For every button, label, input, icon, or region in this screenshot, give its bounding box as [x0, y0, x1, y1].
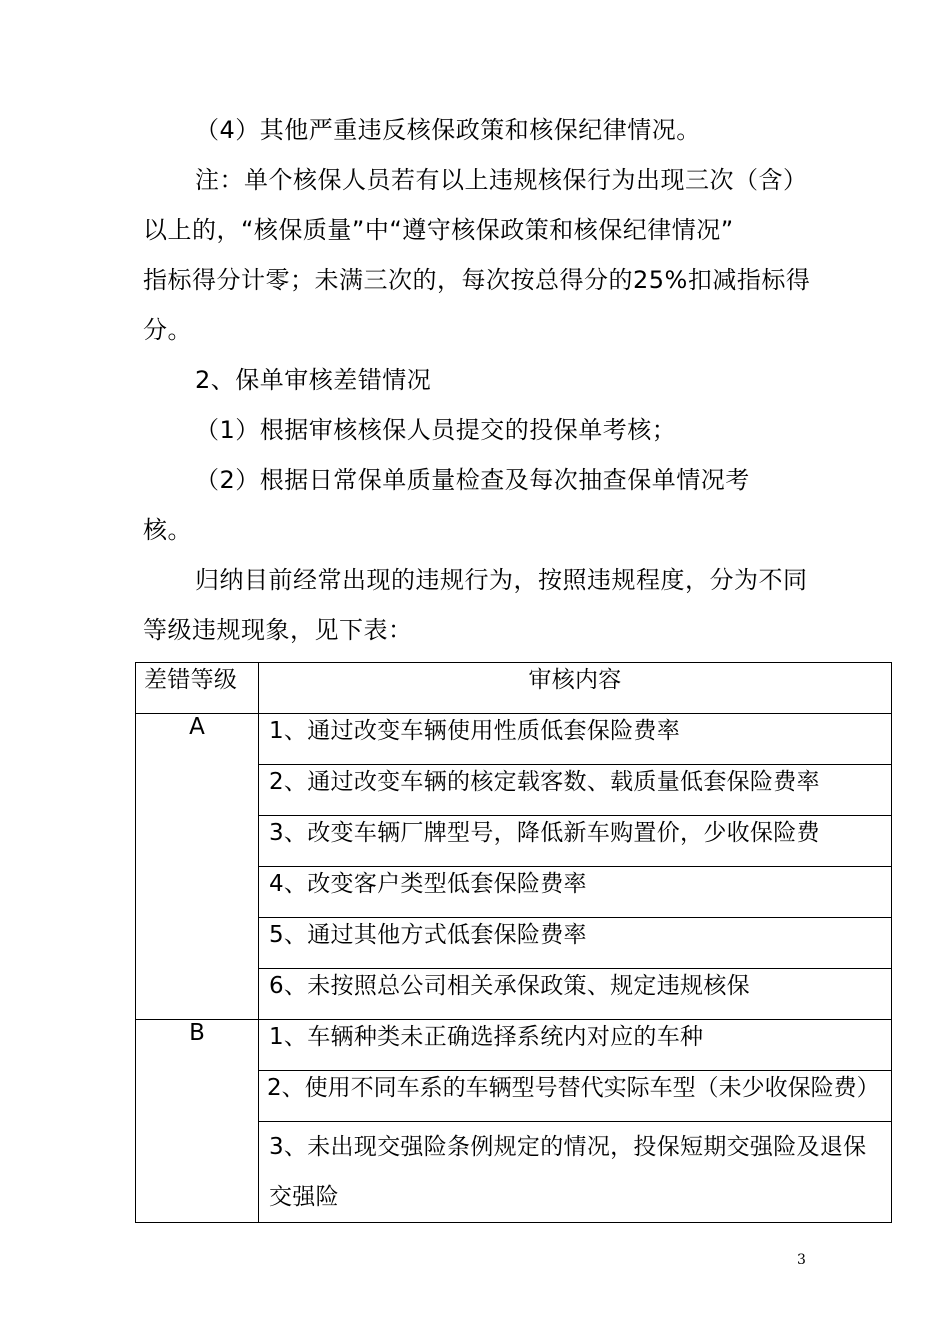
- content-cell: [259, 816, 892, 867]
- header-cell-content: [259, 663, 892, 714]
- content-cell: [259, 714, 892, 765]
- error-level-table: [135, 662, 892, 1223]
- content-text: 3、改变车辆厂牌型号，降低新车购置价，少收保险费: [269, 820, 820, 846]
- grade-cell-b: [136, 1020, 259, 1223]
- paragraph-line: （2）根据日常保单质量检查及每次抽查保单情况考: [195, 466, 750, 494]
- grade-label: B: [189, 1020, 205, 1046]
- paragraph-line: （4）其他严重违反核保政策和核保纪律情况。: [195, 116, 701, 144]
- content-cell: [259, 765, 892, 816]
- table-row: [136, 1020, 892, 1071]
- content-text: 5、通过其他方式低套保险费率: [269, 922, 587, 948]
- content-text: 6、未按照总公司相关承保政策、规定违规核保: [269, 973, 750, 999]
- header-cell-grade: [136, 663, 259, 714]
- content-text: 2、通过改变车辆的核定载客数、载质量低套保险费率: [269, 769, 820, 795]
- content-text: 3、未出现交强险条例规定的情况，投保短期交强险及退保交强险: [269, 1134, 867, 1210]
- content-cell: [259, 918, 892, 969]
- paragraph-line: 分。: [143, 316, 192, 344]
- paragraph-line: 指标得分计零；未满三次的，每次按总得分的25%扣减指标得: [143, 266, 811, 294]
- content-cell: [259, 969, 892, 1020]
- content-text: 4、改变客户类型低套保险费率: [269, 871, 587, 897]
- paragraph-line: 核。: [143, 516, 192, 544]
- content-text: 2、使用不同车系的车辆型号替代实际车型（未少收保险费）: [267, 1075, 880, 1101]
- page-number: 3: [797, 1252, 806, 1268]
- content-text: 1、车辆种类未正确选择系统内对应的车种: [269, 1024, 704, 1050]
- grade-cell-a: [136, 714, 259, 1020]
- paragraph-line: （1）根据审核核保人员提交的投保单考核；: [195, 416, 677, 444]
- content-cell: [259, 867, 892, 918]
- section-heading: 2、保单审核差错情况: [195, 366, 432, 394]
- paragraph-line: 归纳目前经常出现的违规行为，按照违规程度，分为不同: [195, 566, 808, 594]
- table-header-row: [136, 663, 892, 714]
- content-cell: [259, 1122, 892, 1223]
- content-cell: [259, 1020, 892, 1071]
- paragraph-line: 注：单个核保人员若有以上违规核保行为出现三次（含）: [195, 166, 808, 194]
- grade-label: A: [189, 714, 205, 740]
- header-grade-label: 差错等级: [144, 667, 238, 693]
- paragraph-line: 等级违规现象，见下表：: [143, 616, 413, 644]
- content-text: 1、通过改变车辆使用性质低套保险费率: [269, 718, 681, 744]
- paragraph-line: 以上的，“核保质量”中“遵守核保政策和核保纪律情况”: [143, 216, 734, 244]
- header-content-label: 审核内容: [528, 667, 622, 693]
- table-row: [136, 714, 892, 765]
- content-cell: [259, 1071, 892, 1122]
